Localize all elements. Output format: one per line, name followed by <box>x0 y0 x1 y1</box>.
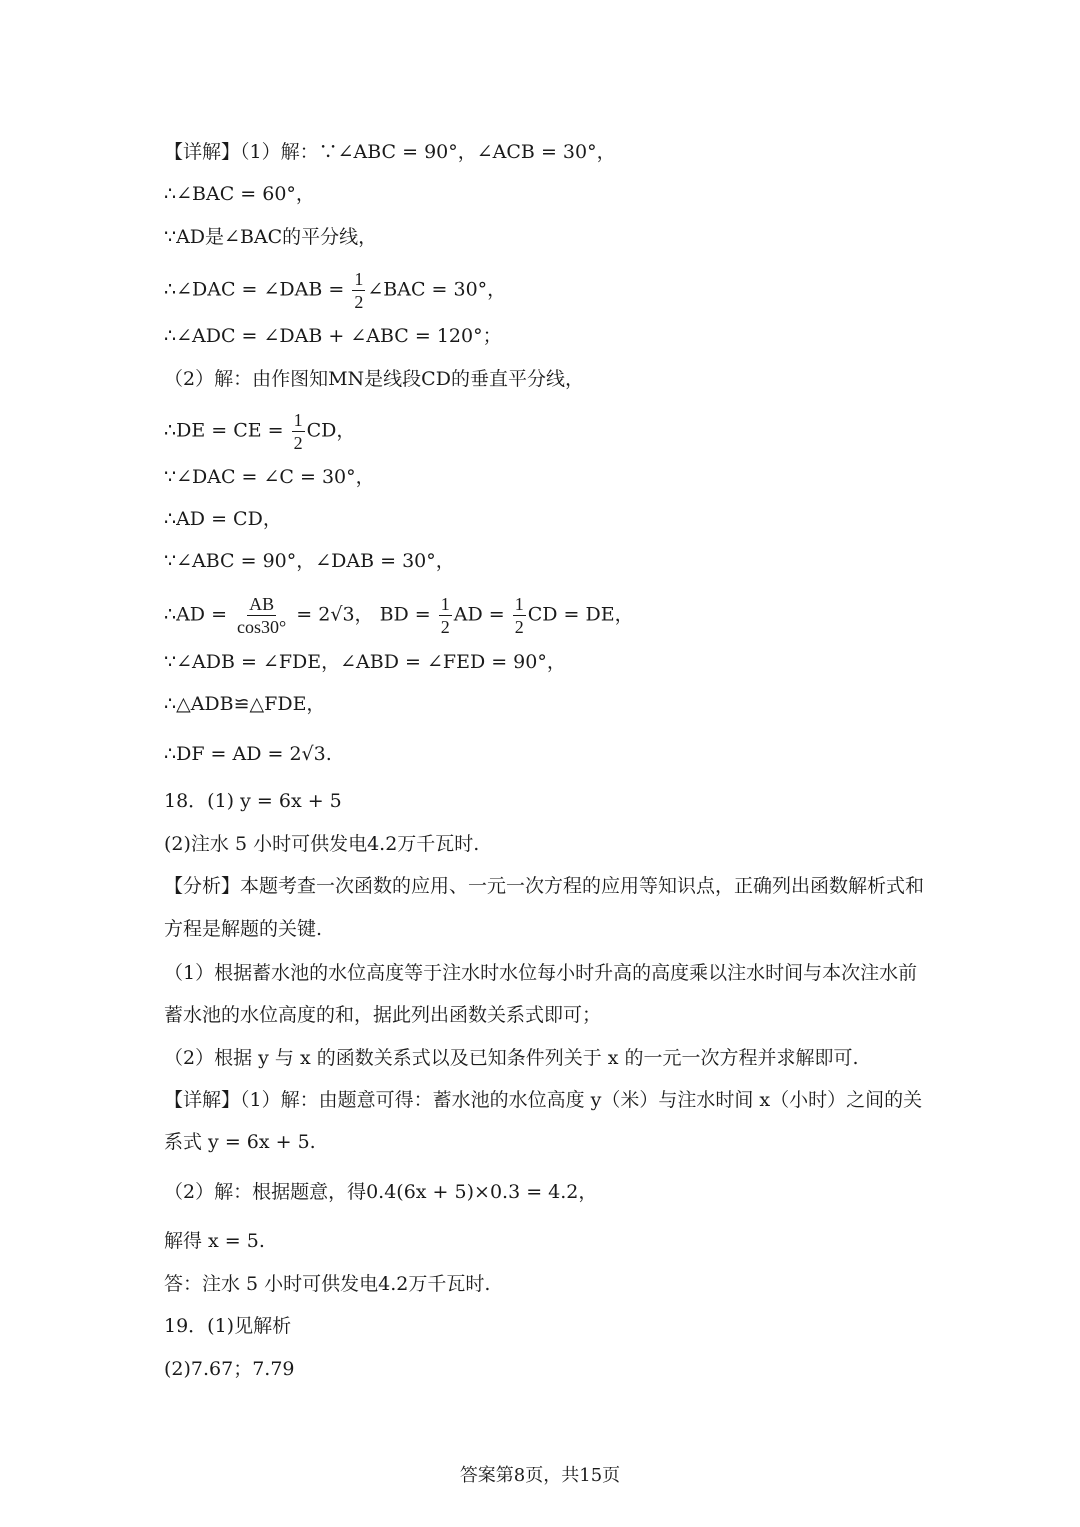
text-line: 【分析】本题考查一次函数的应用、一元一次方程的应用等知识点，正确列出函数解析式和 <box>164 875 925 897</box>
text-line: （1）根据蓄水池的水位高度等于注水时水位每小时升高的高度乘以注水时间与本次注水前 <box>164 962 918 984</box>
text-segment: ∴DE = CE = <box>164 419 290 442</box>
fraction-denominator: 2 <box>514 617 524 637</box>
fraction <box>439 595 452 636</box>
text-line: 答：注水 5 小时可供发电4.2万千瓦时. <box>164 1273 491 1295</box>
fraction-denominator: cos30° <box>237 617 287 637</box>
fraction-numerator: AB <box>249 594 275 614</box>
text-line: 方程是解题的关键. <box>164 918 323 940</box>
text-segment: ∴AD = <box>164 603 234 626</box>
text-line: （2）根据 y 与 x 的函数关系式以及已知条件列关于 x 的一元一次方程并求解即可. <box>164 1047 859 1069</box>
fraction <box>513 595 526 636</box>
fraction-denominator: 2 <box>293 433 303 453</box>
text-segment: ∴∠DAC = ∠DAB = <box>164 278 351 301</box>
fraction-denominator: 2 <box>440 617 450 637</box>
fraction <box>235 595 288 636</box>
text-segment: CD， <box>306 419 356 442</box>
text-line: （2）解：根据题意，得0.4(6x + 5)×0.3 = 4.2， <box>164 1181 598 1203</box>
text-line: ∴∠BAC = 60°， <box>164 183 315 205</box>
fraction <box>352 270 365 311</box>
text-segment: CD = DE， <box>527 603 634 626</box>
text-line: ∵AD是∠BAC的平分线， <box>164 226 378 248</box>
text-line: ∵∠ADB = ∠FDE，∠ABD = ∠FED = 90°， <box>164 651 566 673</box>
page-footer: 答案第8页，共15页 <box>459 1465 621 1486</box>
text-line: 解得 x = 5. <box>164 1230 265 1252</box>
text-segment: AD = <box>453 603 511 626</box>
text-line: ∴∠ADC = ∠DAB + ∠ABC = 120°； <box>164 325 502 347</box>
text-line: (2)7.67；7.79 <box>164 1358 295 1380</box>
fraction-line <box>164 595 634 636</box>
fraction <box>292 411 305 452</box>
text-line: 【详解】（1）解：∵∠ABC = 90°，∠ACB = 30°， <box>164 141 616 163</box>
fraction-numerator: 1 <box>514 594 524 614</box>
text-line: 系式 y = 6x + 5. <box>164 1131 316 1153</box>
text-line: ∴DF = AD = 2√3. <box>164 743 332 765</box>
text-segment: = 2√3， BD = <box>290 603 437 626</box>
fraction-numerator: 1 <box>440 594 450 614</box>
fraction-line <box>164 270 506 311</box>
text-line: ∴△ADB≌△FDE， <box>164 693 326 715</box>
text-line: 【详解】（1）解：由题意可得：蓄水池的水位高度 y（米）与注水时间 x（小时）之间的关 <box>164 1089 923 1111</box>
fraction-numerator: 1 <box>293 410 303 430</box>
fraction-denominator: 2 <box>354 292 364 312</box>
text-line: ∵∠ABC = 90°，∠DAB = 30°， <box>164 550 455 572</box>
fraction-line <box>164 411 355 452</box>
text-line: 蓄水池的水位高度的和，据此列出函数关系式即可； <box>164 1004 602 1026</box>
question-number-line: 19．(1)见解析 <box>164 1315 292 1337</box>
text-line: (2)注水 5 小时可供发电4.2万千瓦时. <box>164 833 480 855</box>
text-line: ∵∠DAC = ∠C = 30°， <box>164 466 375 488</box>
question-number-line: 18．(1) y = 6x + 5 <box>164 790 342 812</box>
fraction-numerator: 1 <box>354 269 364 289</box>
text-segment: ∠BAC = 30°， <box>367 278 507 301</box>
text-line: （2）解：由作图知MN是线段CD的垂直平分线， <box>164 368 584 390</box>
text-line: ∴AD = CD， <box>164 508 282 530</box>
